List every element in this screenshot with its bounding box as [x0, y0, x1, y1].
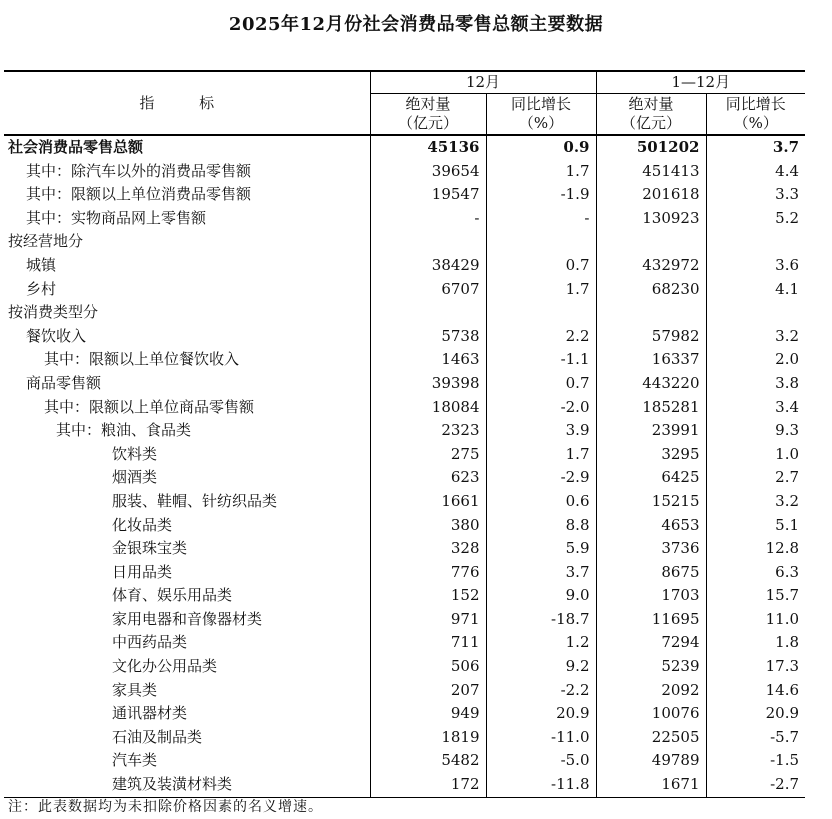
ytd-yoy-cell: -5.7 [706, 726, 805, 750]
month-yoy-cell: 2.2 [486, 325, 596, 349]
ytd-abs-cell: 443220 [596, 372, 706, 396]
row-label: 其中：除汽车以外的消费品零售额 [26, 161, 252, 180]
row-label: 金银珠宝类 [112, 539, 188, 558]
month-yoy-cell: 1.2 [486, 631, 596, 655]
ytd-abs-cell: 201618 [596, 183, 706, 207]
month-abs-cell: 18084 [370, 396, 486, 420]
ytd-yoy-cell: 15.7 [706, 584, 805, 608]
ytd-abs-cell: 3736 [596, 537, 706, 561]
month-yoy-header [486, 94, 596, 136]
row-label: 化妆品类 [112, 515, 173, 534]
ytd-yoy-cell: 17.3 [706, 655, 805, 679]
month-yoy-cell: 1.7 [486, 278, 596, 302]
month-yoy-cell: - [486, 207, 596, 231]
ytd-yoy-cell: 2.7 [706, 466, 805, 490]
ytd-abs-cell: 432972 [596, 254, 706, 278]
table-row [4, 702, 805, 726]
month-abs-cell: 207 [370, 679, 486, 703]
ytd-period-header: 1—12月 [596, 71, 805, 94]
row-label: 饮料类 [112, 444, 158, 463]
month-yoy-cell: 20.9 [486, 702, 596, 726]
month-period-header: 12月 [370, 71, 596, 94]
table-row [4, 608, 805, 632]
row-label: 日用品类 [112, 562, 173, 581]
ytd-abs-cell: 3295 [596, 443, 706, 467]
month-abs-cell: 6707 [370, 278, 486, 302]
table-row [4, 561, 805, 585]
row-label: 家用电器和音像器材类 [112, 609, 263, 628]
row-label: 其中：粮油、食品类 [56, 421, 192, 440]
ytd-yoy-cell [706, 230, 805, 254]
table-body [4, 135, 805, 797]
table-row [4, 419, 805, 443]
month-yoy-unit: （%） [518, 114, 564, 132]
table-row [4, 230, 805, 254]
ytd-yoy-cell: 5.2 [706, 207, 805, 231]
ytd-yoy-cell: 9.3 [706, 419, 805, 443]
month-abs-cell: 5482 [370, 749, 486, 773]
row-label: 社会消费品零售总额 [8, 138, 144, 156]
month-yoy-cell: 8.8 [486, 514, 596, 538]
ytd-yoy-cell: 3.2 [706, 325, 805, 349]
month-abs-cell: 39654 [370, 160, 486, 184]
ytd-abs-cell: 7294 [596, 631, 706, 655]
table-row [4, 183, 805, 207]
month-abs-cell: 172 [370, 773, 486, 797]
month-abs-header [370, 94, 486, 136]
row-label: 其中：实物商品网上零售额 [26, 208, 207, 227]
ytd-yoy-cell: 1.0 [706, 443, 805, 467]
month-abs-cell: 38429 [370, 254, 486, 278]
table-row [4, 160, 805, 184]
month-abs-cell: 380 [370, 514, 486, 538]
row-label: 乡村 [26, 279, 57, 298]
ytd-yoy-unit: （%） [733, 114, 778, 132]
month-abs-title: 绝对量 [405, 95, 451, 113]
ytd-abs-cell: 501202 [596, 135, 706, 160]
ytd-yoy-cell: -1.5 [706, 749, 805, 773]
month-abs-cell: 1661 [370, 490, 486, 514]
row-label: 按经营地分 [8, 232, 84, 251]
month-yoy-cell: 3.7 [486, 561, 596, 585]
row-label: 中西药品类 [112, 633, 188, 652]
month-yoy-cell: -11.8 [486, 773, 596, 797]
ytd-abs-cell: 68230 [596, 278, 706, 302]
month-yoy-cell: 0.7 [486, 372, 596, 396]
month-yoy-cell [486, 230, 596, 254]
ytd-abs-cell: 451413 [596, 160, 706, 184]
table-row [4, 348, 805, 372]
ytd-abs-cell [596, 230, 706, 254]
month-abs-cell: 711 [370, 631, 486, 655]
month-yoy-cell: 9.2 [486, 655, 596, 679]
ytd-yoy-cell: 4.4 [706, 160, 805, 184]
month-abs-cell: 949 [370, 702, 486, 726]
table-row [4, 396, 805, 420]
month-yoy-cell: 1.7 [486, 443, 596, 467]
table-row [4, 325, 805, 349]
ytd-yoy-cell: 11.0 [706, 608, 805, 632]
indicator-header: 指 标 [4, 71, 370, 135]
row-label: 餐饮收入 [26, 326, 87, 345]
ytd-abs-cell: 22505 [596, 726, 706, 750]
ytd-abs-cell: 11695 [596, 608, 706, 632]
month-yoy-cell: -1.1 [486, 348, 596, 372]
ytd-yoy-cell: 1.8 [706, 631, 805, 655]
month-abs-cell: 39398 [370, 372, 486, 396]
ytd-yoy-cell [706, 301, 805, 325]
month-abs-cell: 5738 [370, 325, 486, 349]
month-yoy-cell [486, 301, 596, 325]
retail-sales-table [4, 70, 805, 798]
row-label: 通讯器材类 [112, 704, 188, 723]
month-abs-cell: 1463 [370, 348, 486, 372]
ytd-yoy-cell: 5.1 [706, 514, 805, 538]
month-yoy-cell: -18.7 [486, 608, 596, 632]
month-abs-cell: 19547 [370, 183, 486, 207]
month-yoy-cell: 3.9 [486, 419, 596, 443]
table-row [4, 466, 805, 490]
row-label: 体育、娱乐用品类 [112, 586, 233, 605]
table-row [4, 679, 805, 703]
row-label: 烟酒类 [112, 468, 158, 487]
row-label: 文化办公用品类 [112, 657, 218, 676]
month-abs-cell: 328 [370, 537, 486, 561]
table-row [4, 254, 805, 278]
ytd-abs-cell: 1671 [596, 773, 706, 797]
ytd-abs-header [596, 94, 706, 136]
ytd-yoy-cell: 14.6 [706, 679, 805, 703]
month-yoy-cell: 9.0 [486, 584, 596, 608]
month-yoy-cell: -2.2 [486, 679, 596, 703]
row-label: 商品零售额 [26, 373, 102, 392]
ytd-abs-cell: 16337 [596, 348, 706, 372]
month-yoy-cell: 0.6 [486, 490, 596, 514]
ytd-abs-cell: 10076 [596, 702, 706, 726]
month-yoy-cell: -2.9 [486, 466, 596, 490]
month-abs-cell: - [370, 207, 486, 231]
row-label: 服装、鞋帽、针纺织品类 [112, 491, 278, 510]
table-row [4, 301, 805, 325]
ytd-abs-cell: 1703 [596, 584, 706, 608]
ytd-abs-cell: 185281 [596, 396, 706, 420]
ytd-yoy-cell: 2.0 [706, 348, 805, 372]
ytd-abs-title: 绝对量 [628, 95, 674, 113]
ytd-yoy-cell: 3.4 [706, 396, 805, 420]
month-yoy-title: 同比增长 [510, 95, 571, 113]
row-label: 其中：限额以上单位商品零售额 [44, 397, 255, 416]
ytd-yoy-cell: -2.7 [706, 773, 805, 797]
month-abs-cell: 623 [370, 466, 486, 490]
page-title: 2025年12月份社会消费品零售总额主要数据 [228, 14, 604, 35]
month-abs-cell: 275 [370, 443, 486, 467]
month-yoy-cell: 1.7 [486, 160, 596, 184]
row-label: 汽车类 [112, 751, 158, 770]
ytd-yoy-cell: 3.2 [706, 490, 805, 514]
table-row [4, 726, 805, 750]
table-row [4, 207, 805, 231]
ytd-abs-cell [596, 301, 706, 325]
ytd-yoy-cell: 6.3 [706, 561, 805, 585]
table-row [4, 749, 805, 773]
ytd-yoy-cell: 3.3 [706, 183, 805, 207]
ytd-abs-cell: 6425 [596, 466, 706, 490]
header-period-row [4, 71, 805, 94]
table-row [4, 773, 805, 797]
ytd-yoy-cell: 3.6 [706, 254, 805, 278]
table-row [4, 372, 805, 396]
ytd-yoy-header [706, 94, 805, 136]
row-label: 建筑及装潢材料类 [4, 773, 370, 797]
ytd-yoy-cell: 12.8 [706, 537, 805, 561]
table-row [4, 655, 805, 679]
ytd-abs-unit: （亿元） [620, 114, 681, 132]
month-yoy-cell: 5.9 [486, 537, 596, 561]
ytd-abs-cell: 130923 [596, 207, 706, 231]
month-abs-cell: 45136 [370, 135, 486, 160]
row-label: 城镇 [26, 255, 57, 274]
ytd-yoy-cell: 3.7 [706, 135, 805, 160]
row-label: 按消费类型分 [8, 303, 99, 322]
month-abs-cell: 506 [370, 655, 486, 679]
month-yoy-cell: -11.0 [486, 726, 596, 750]
ytd-abs-cell: 15215 [596, 490, 706, 514]
table-row [4, 631, 805, 655]
month-abs-cell: 971 [370, 608, 486, 632]
table-row [4, 135, 805, 160]
table-row [4, 537, 805, 561]
month-yoy-cell: -2.0 [486, 396, 596, 420]
ytd-yoy-cell: 20.9 [706, 702, 805, 726]
ytd-yoy-cell: 3.8 [706, 372, 805, 396]
month-abs-cell [370, 301, 486, 325]
month-yoy-cell: 0.7 [486, 254, 596, 278]
table-row [4, 443, 805, 467]
month-abs-cell: 1819 [370, 726, 486, 750]
ytd-abs-cell: 2092 [596, 679, 706, 703]
ytd-abs-cell: 4653 [596, 514, 706, 538]
month-yoy-cell: 0.9 [486, 135, 596, 160]
table-row [4, 490, 805, 514]
ytd-abs-cell: 57982 [596, 325, 706, 349]
month-abs-cell: 776 [370, 561, 486, 585]
table-row [4, 584, 805, 608]
row-label: 家具类 [112, 680, 158, 699]
table-row [4, 514, 805, 538]
ytd-yoy-title: 同比增长 [725, 95, 786, 113]
row-label: 石油及制品类 [112, 727, 203, 746]
month-abs-cell: 2323 [370, 419, 486, 443]
row-label: 其中：限额以上单位餐饮收入 [44, 350, 240, 369]
footnote: 注：此表数据均为未扣除价格因素的名义增速。 [8, 799, 323, 815]
month-abs-unit: （亿元） [397, 114, 458, 132]
ytd-abs-cell: 49789 [596, 749, 706, 773]
month-yoy-cell: -1.9 [486, 183, 596, 207]
ytd-abs-cell: 23991 [596, 419, 706, 443]
month-abs-cell: 152 [370, 584, 486, 608]
ytd-yoy-cell: 4.1 [706, 278, 805, 302]
month-yoy-cell: -5.0 [486, 749, 596, 773]
month-abs-cell [370, 230, 486, 254]
table-row [4, 278, 805, 302]
ytd-abs-cell: 8675 [596, 561, 706, 585]
row-label: 其中：限额以上单位消费品零售额 [26, 185, 252, 204]
ytd-abs-cell: 5239 [596, 655, 706, 679]
